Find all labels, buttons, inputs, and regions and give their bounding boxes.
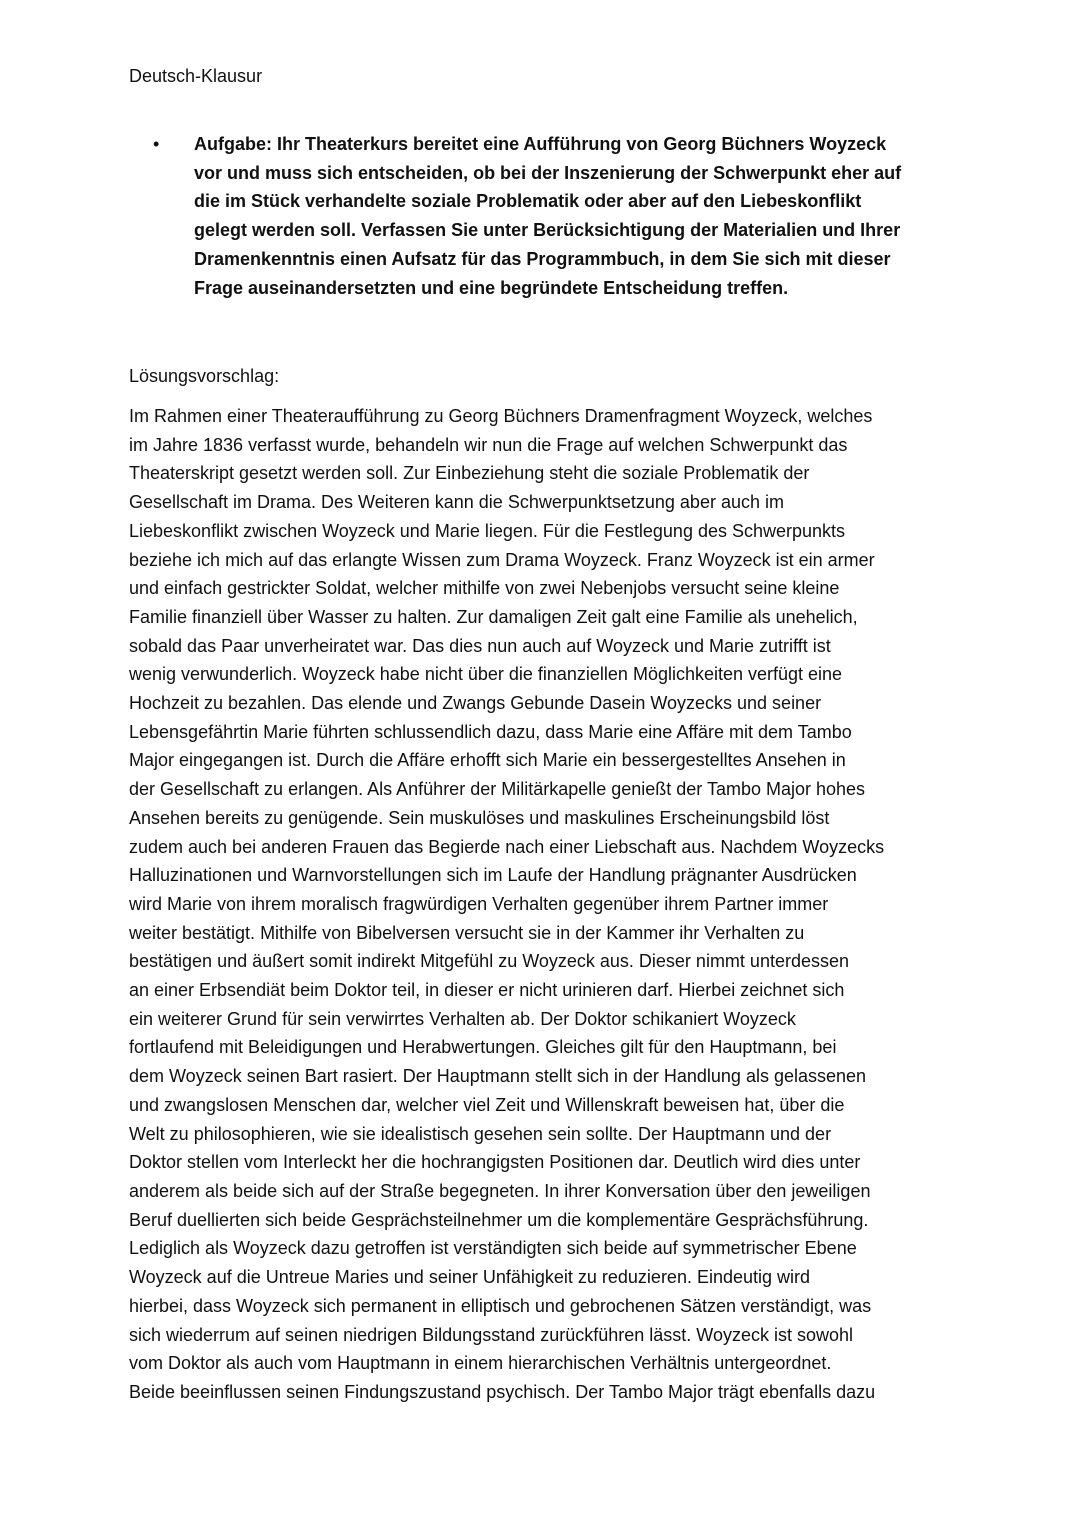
task-assignment [153,130,953,302]
body-line: und einfach gestrickter Soldat, welcher mithilfe von zwei Nebenjobs versucht seine kleine [129,578,840,599]
body-line: fortlaufend mit Beleidigungen und Herabwertungen. Gleiches gilt für den Hauptmann, bei [129,1037,837,1058]
body-line: Familie finanziell über Wasser zu halten. Zur damaligen Zeit galt eine Familie als unehelich, [129,606,858,627]
body-line: wenig verwunderlich. Woyzeck habe nicht über die finanziellen Möglichkeiten verfügt eine [129,664,843,685]
body-line: anderem als beide sich auf der Straße begegneten. In ihrer Konversation über den jeweiligen [129,1180,871,1201]
body-line: Liebeskonflikt zwischen Woyzeck und Marie liegen. Für die Festlegung des Schwerpunkts [129,520,846,541]
body-line: Hochzeit zu bezahlen. Das elende und Zwangs Gebunde Dasein Woyzecks und seiner [129,693,822,714]
solution-body [129,402,969,1407]
body-line: hierbei, dass Woyzeck sich permanent in elliptisch und gebrochenen Sätzen verständigt, was [129,1295,872,1316]
body-line: Beide beeinflussen seinen Findungszustand psychisch. Der Tambo Major trägt ebenfalls dazu [129,1381,876,1402]
task-text [194,130,953,302]
body-line: Doktor stellen vom Interleckt her die hochrangigsten Positionen dar. Deutlich wird dies unter [129,1152,861,1173]
page-header: Deutsch-Klausur [129,66,263,86]
task-line: gelegt werden soll. Verfassen Sie unter Berücksichtigung der Materialien und Ihrer [194,220,901,241]
task-line: Dramenkenntnis einen Aufsatz für das Programmbuch, in dem Sie sich mit dieser [194,248,891,269]
body-line: beziehe ich mich auf das erlangte Wissen zum Drama Woyzeck. Franz Woyzeck ist ein armer [129,549,875,570]
body-line: Im Rahmen einer Theateraufführung zu Georg Büchners Dramenfragment Woyzeck, welches [129,406,873,426]
body-line: bestätigen und äußert somit indirekt Mitgefühl zu Woyzeck aus. Dieser nimmt unterdessen [129,951,849,972]
solution-heading: Lösungsvorschlag: [129,366,280,386]
body-line: und zwangslosen Menschen dar, welcher viel Zeit und Willenskraft beweisen hat, über die [129,1094,845,1115]
bullet-icon: • [153,134,160,154]
task-line: Aufgabe: Ihr Theaterkurs bereitet eine Aufführung von Georg Büchners Woyzeck [194,134,887,154]
body-line: Theaterskript gesetzt werden soll. Zur Einbeziehung steht die soziale Problematik der [129,463,810,484]
body-line: im Jahre 1836 verfasst wurde, behandeln wir nun die Frage auf welchen Schwerpunkt das [129,434,848,455]
body-line: Lediglich als Woyzeck dazu getroffen ist verständigten sich beide auf symmetrischer Ebene [129,1238,857,1259]
body-line: sobald das Paar unverheiratet war. Das dies nun auch auf Woyzeck und Marie zutrifft ist [129,635,831,656]
body-line: Woyzeck auf die Untreue Maries und seiner Unfähigkeit zu reduzieren. Eindeutig wird [129,1267,811,1288]
body-line: zudem auch bei anderen Frauen das Begierde nach einer Liebschaft aus. Nachdem Woyzecks [129,836,885,857]
body-line: Beruf duellierten sich beide Gesprächsteilnehmer um die komplementäre Gesprächsführung. [129,1209,869,1230]
body-line: sich wiederrum auf seinen niedrigen Bildungsstand zurückführen lässt. Woyzeck ist sowohl [129,1324,854,1345]
body-line: ein weiterer Grund für sein verwirrtes Verhalten ab. Der Doktor schikaniert Woyzeck [129,1008,796,1029]
body-line: Lebensgefährtin Marie führten schlussendlich dazu, dass Marie eine Affäre mit dem Tambo [129,721,852,742]
task-line: die im Stück verhandelte soziale Problematik oder aber auf den Liebeskonflikt [194,191,862,212]
task-line: vor und muss sich entscheiden, ob bei der Inszenierung der Schwerpunkt eher auf [194,162,902,183]
body-line: Welt zu philosophieren, wie sie idealistisch gesehen sein sollte. Der Hauptmann und der [129,1123,832,1144]
body-line: an einer Erbsendiät beim Doktor teil, in dieser er nicht urinieren darf. Hierbei zeichnet sich [129,980,845,1001]
body-line: Major eingegangen ist. Durch die Affäre erhofft sich Marie ein bessergestelltes Ansehen in [129,750,846,771]
body-line: wird Marie von ihrem moralisch fragwürdigen Verhalten gegenüber ihrem Partner immer [129,893,829,914]
body-line: weiter bestätigt. Mithilfe von Bibelversen versucht sie in der Kammer ihr Verhalten zu [129,922,805,943]
body-line: der Gesellschaft zu erlangen. Als Anführer der Militärkapelle genießt der Tambo Major hohes [129,779,866,800]
body-line: dem Woyzeck seinen Bart rasiert. Der Hauptmann stellt sich in der Handlung als gelassenen [129,1066,867,1087]
body-line: Halluzinationen und Warnvorstellungen sich im Laufe der Handlung prägnanter Ausdrücken [129,865,857,886]
body-line: Ansehen bereits zu genügende. Sein muskulöses und maskulines Erscheinungsbild löst [129,807,830,828]
body-line: vom Doktor als auch vom Hauptmann in einem hierarchischen Verhältnis untergeordnet. [129,1353,832,1374]
task-line: Frage auseinandersetzten und eine begründete Entscheidung treffen. [194,277,789,298]
body-line: Gesellschaft im Drama. Des Weiteren kann die Schwerpunktsetzung aber auch im [129,492,784,513]
